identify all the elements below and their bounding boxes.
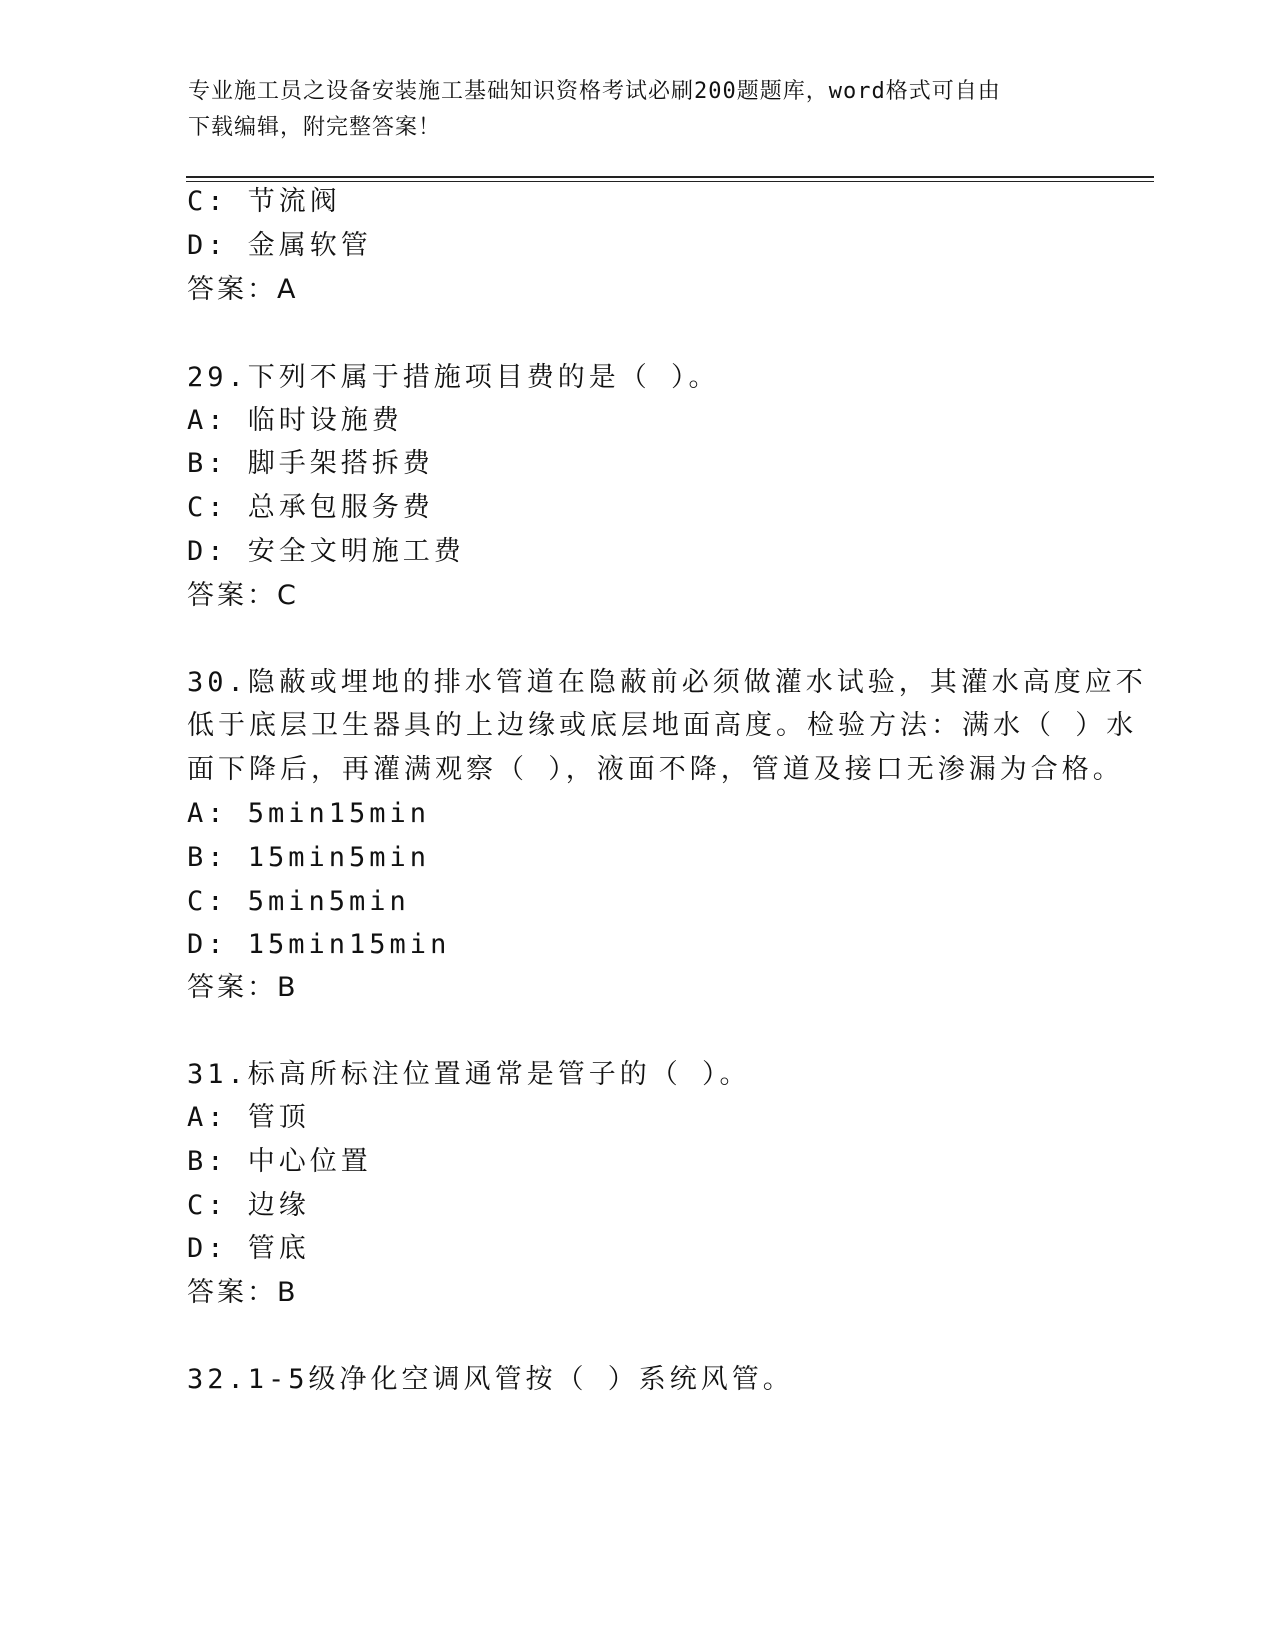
header-line-2: 下载编辑，附完整答案！: [188, 115, 442, 140]
q30-option-a: A: 5min15min: [187, 798, 431, 829]
q31-option-c: C: 边缘: [187, 1190, 310, 1221]
header-divider-thick: [186, 176, 1154, 178]
q31-option-b: B: 中心位置: [187, 1146, 372, 1177]
q29-option-b: B: 脚手架搭拆费: [187, 448, 434, 479]
q29-option-c: C: 总承包服务费: [187, 492, 434, 523]
q31-option-d: D: 管底: [187, 1233, 310, 1264]
header-divider-thin: [186, 181, 1154, 182]
prev-option-d: D: 金属软管: [187, 230, 372, 261]
document-header: [188, 74, 1068, 146]
q30-option-b: B: 15min5min: [187, 842, 431, 873]
prev-answer: 答案：A: [187, 274, 299, 305]
q30-option-d: D: 15min15min: [187, 929, 451, 960]
prev-option-c: C: 节流阀: [187, 186, 341, 217]
q31-answer: 答案：B: [187, 1277, 299, 1308]
q30-stem-line-3: 面下降后，再灌满观察（ ），液面不降，管道及接口无渗漏为合格。: [187, 754, 1124, 785]
q29-answer: 答案：C: [187, 580, 299, 611]
q31-option-a: A: 管顶: [187, 1102, 310, 1133]
q29-option-a: A: 临时设施费: [187, 405, 403, 436]
q30-stem-line-2: 低于底层卫生器具的上边缘或底层地面高度。检验方法：满水（ ）水: [187, 710, 1138, 741]
q30-stem-line-1: 30.隐蔽或埋地的排水管道在隐蔽前必须做灌水试验，其灌水高度应不: [187, 667, 1147, 698]
q31-stem: 31.标高所标注位置通常是管子的（ ）。: [187, 1059, 751, 1090]
q30-answer: 答案：B: [187, 972, 299, 1003]
q29-option-d: D: 安全文明施工费: [187, 536, 465, 567]
q29-stem: 29.下列不属于措施项目费的是（ ）。: [187, 362, 720, 393]
q30-option-c: C: 5min5min: [187, 886, 410, 917]
q32-stem: 32.1-5级净化空调风管按（ ）系统风管。: [187, 1364, 794, 1395]
header-line-1: 专业施工员之设备安装施工基础知识资格考试必刷200题题库，word格式可自由: [188, 79, 1001, 104]
